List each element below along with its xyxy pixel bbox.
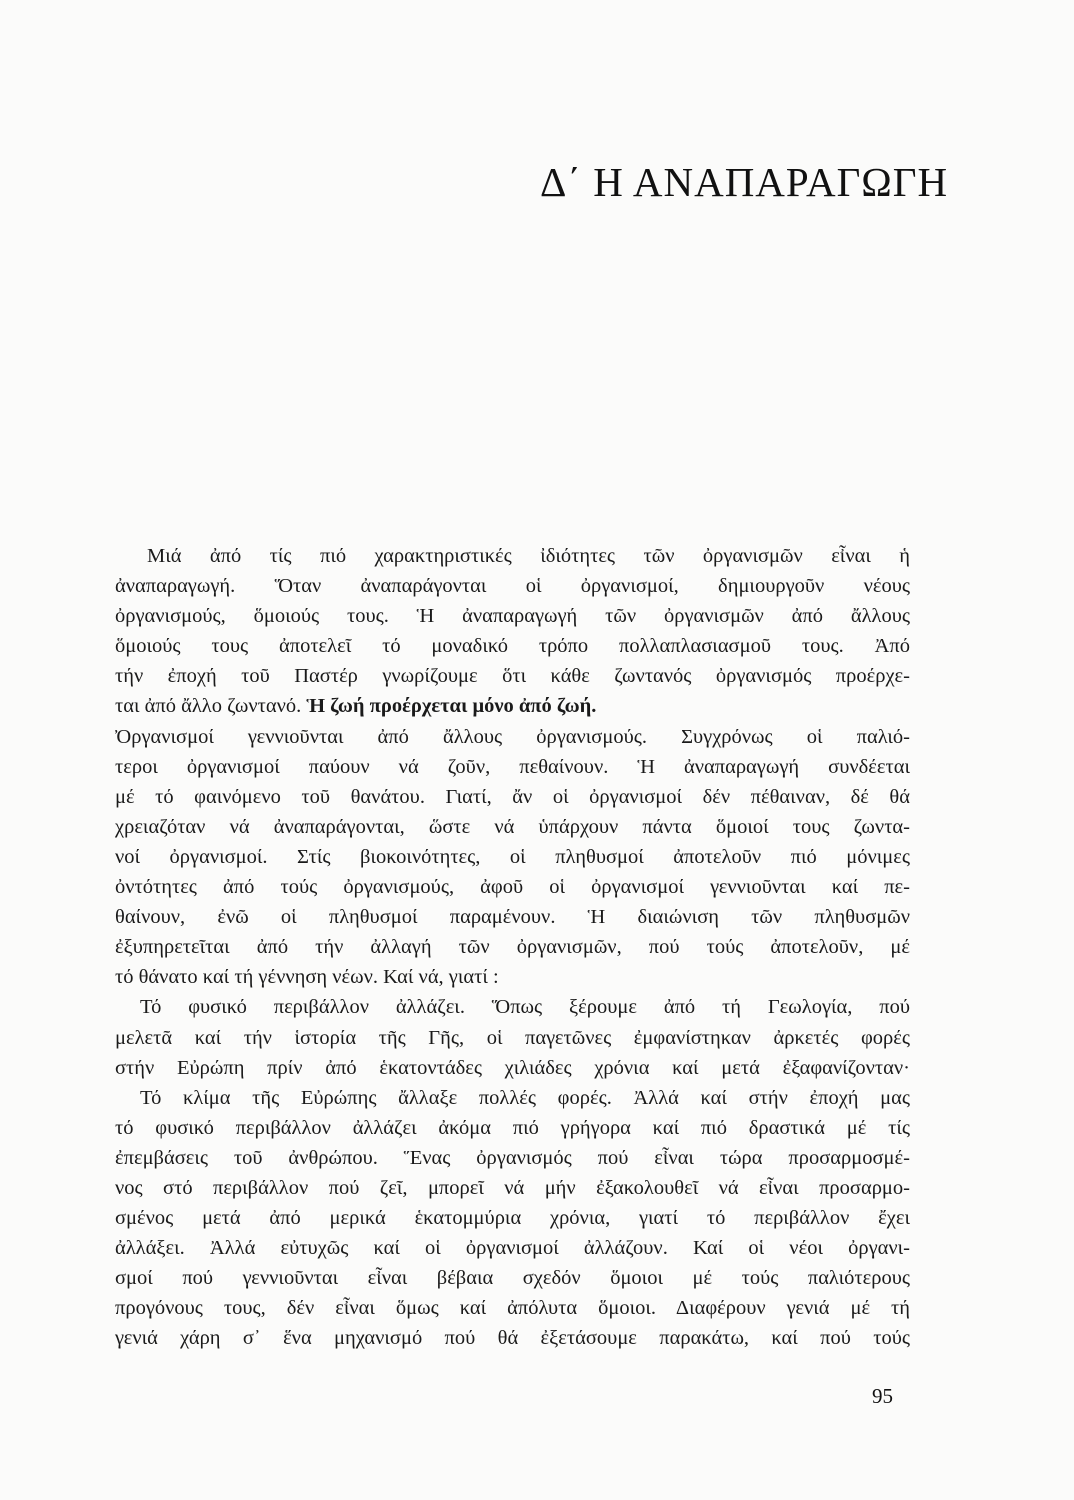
text-line-content (115, 1263, 910, 1293)
text-line-content (115, 691, 910, 721)
line-text: θαίνουν, ἐνῶ οἱ πληθυσμοί παραμένουν. Ἡ διαιώνιση τῶν πληθυσμῶν (115, 906, 910, 929)
chapter-heading: Δ΄ Η ΑΝΑΠΑΡΑΓΩΓΗ (540, 159, 949, 205)
text-line (115, 1143, 910, 1173)
text-line (115, 992, 910, 1022)
line-text: στήν Εὐρώπη πρίν ἀπό ἑκατοντάδες χιλιάδες χρόνια καί μετά ἐξαφανίζονταν· (115, 1056, 910, 1079)
text-line-content (115, 812, 910, 842)
text-line-content (115, 1233, 910, 1263)
text-line (115, 1113, 910, 1143)
line-text: μέ τό φαινόμενο τοῦ θανάτου. Γιατί, ἄν οἱ ὀργανισμοί δέν πέθαιναν, δέ θά (115, 785, 910, 808)
line-text: γενιά χάρη σ᾽ ἕνα μηχανισμό πού θά ἐξετάσουμε παρακάτω, καί πού τούς (115, 1327, 910, 1350)
text-line-content (115, 1293, 910, 1323)
text-line (115, 1023, 910, 1053)
text-line (115, 1233, 910, 1263)
line-text: τήν ἐποχή τοῦ Παστέρ γνωρίζουμε ὅτι κάθε ζωντανός ὀργανισμός προέρχε- (115, 665, 910, 688)
text-line-content (115, 962, 910, 992)
text-line-content (115, 1053, 910, 1083)
text-line (115, 1083, 910, 1113)
text-line (115, 722, 910, 752)
text-line (115, 691, 910, 721)
text-line-content (115, 601, 910, 631)
text-line (115, 631, 910, 661)
text-line (115, 1053, 910, 1083)
bold-emphasis: Ἡ ζωή προέρχεται μόνο ἀπό ζωή. (306, 695, 597, 718)
text-line-content (115, 1143, 910, 1173)
text-line (115, 872, 910, 902)
text-line-content (115, 571, 910, 601)
text-line (115, 782, 910, 812)
line-text: Τό κλίμα τῆς Εὐρώπης ἄλλαξε πολλές φορές. Ἀλλά καί στήν ἐποχή μας (140, 1086, 910, 1109)
text-line (115, 661, 910, 691)
text-line-content (115, 782, 910, 812)
text-line (115, 1323, 910, 1353)
text-line (115, 812, 910, 842)
text-line-content (115, 932, 910, 962)
line-text: Ὀργανισμοί γεννιοῦνται ἀπό ἄλλους ὀργανισμούς. Συγχρόνως οἱ παλιό- (115, 725, 910, 748)
text-line-content (115, 1113, 910, 1143)
text-line (115, 1293, 910, 1323)
line-text: μελετᾶ καί τήν ἱστορία τῆς Γῆς, οἱ παγετῶνες ἐμφανίστηκαν ἀρκετές φορές (115, 1026, 910, 1049)
line-text: Μιά ἀπό τίς πιό χαρακτηριστικές ἰδιότητες τῶν ὀργανισμῶν εἶναι ἡ (147, 545, 910, 567)
line-text: ται ἀπό ἄλλο ζωντανό. (115, 695, 307, 718)
body-text (115, 541, 910, 1354)
text-line-content (115, 902, 910, 932)
line-text: Τό φυσικό περιβάλλον ἀλλάζει. Ὅπως ξέρουμε ἀπό τή Γεωλογία, πού (140, 996, 910, 1019)
text-line (115, 1203, 910, 1233)
line-text: σμοί πού γεννιοῦνται εἶναι βέβαια σχεδόν ὅμοιοι μέ τούς παλιότερους (115, 1267, 910, 1290)
line-text: ὅμοιούς τους ἀποτελεῖ τό μοναδικό τρόπο πολλαπλασιασμοῦ τους. Ἀπό (115, 635, 910, 658)
line-text: νοί ὀργανισμοί. Στίς βιοκοινότητες, οἱ πληθυσμοί ἀποτελοῦν πιό μόνιμες (115, 845, 910, 868)
text-line (115, 752, 910, 782)
line-text: τό φυσικό περιβάλλον ἀλλάζει ἀκόμα πιό γρήγορα καί πιό δραστικά μέ τίς (115, 1116, 910, 1139)
text-line-content (140, 1083, 910, 1113)
line-text: ἀναπαραγωγή. Ὅταν ἀναπαράγονται οἱ ὀργανισμοί, δημιουργοῦν νέους (115, 575, 910, 598)
text-line-content (115, 872, 910, 902)
page-number: 95 (872, 1384, 893, 1408)
text-line-content (115, 722, 910, 752)
text-line (115, 1173, 910, 1203)
text-line (115, 1263, 910, 1293)
line-text: ἐξυπηρετεῖται ἀπό τήν ἀλλαγή τῶν ὀργανισμῶν, πού τούς ἀποτελοῦν, μέ (115, 936, 910, 959)
text-line (115, 842, 910, 872)
text-line (115, 571, 910, 601)
text-line-content (140, 992, 910, 1022)
line-text: ἐπεμβάσεις τοῦ ἀνθρώπου. Ἕνας ὀργανισμός πού εἶναι τώρα προσαρμοσμέ- (115, 1146, 910, 1169)
line-text: σμένος μετά ἀπό μερικά ἑκατομμύρια χρόνια, γιατί τό περιβάλλον ἔχει (115, 1207, 910, 1230)
line-text: προγόνους τους, δέν εἶναι ὅμως καί ἀπόλυτα ὅμοιοι. Διαφέρουν γενιά μέ τή (115, 1297, 910, 1320)
line-text: τό θάνατο καί τή γέννηση νέων. Καί νά, γιατί : (115, 966, 499, 989)
text-line-content (115, 1173, 910, 1203)
text-line (115, 932, 910, 962)
text-line-content (115, 631, 910, 661)
text-line-content (115, 842, 910, 872)
line-text: ὀργανισμούς, ὅμοιούς τους. Ἡ ἀναπαραγωγή τῶν ὀργανισμῶν ἀπό ἄλλους (115, 605, 910, 628)
text-line-content (115, 1203, 910, 1233)
text-line (115, 541, 910, 571)
text-line (115, 902, 910, 932)
text-line-content (115, 752, 910, 782)
line-text: χρειαζόταν νά ἀναπαράγονται, ὥστε νά ὑπάρχουν πάντα ὅμοιοί τους ζωντα- (115, 815, 910, 838)
line-text: ἀλλάξει. Ἀλλά εὐτυχῶς καί οἱ ὀργανισμοί ἀλλάζουν. Καί οἱ νέοι ὀργανι- (115, 1237, 910, 1260)
line-text: νος στό περιβάλλον πού ζεῖ, μπορεῖ νά μήν ἐξακολουθεῖ νά εἶναι προσαρμο- (115, 1176, 910, 1199)
line-text: τεροι ὀργανισμοί παύουν νά ζοῦν, πεθαίνουν. Ἡ ἀναπαραγωγή συνδέεται (115, 755, 910, 778)
line-text: ὀντότητες ἀπό τούς ὀργανισμούς, ἀφοῦ οἱ ὀργανισμοί γεννιοῦνται καί πε- (115, 876, 910, 899)
text-line-content (115, 661, 910, 691)
text-line (115, 962, 910, 992)
text-line (115, 601, 910, 631)
text-line-content (147, 541, 910, 571)
text-line-content (115, 1023, 910, 1053)
text-line-content (115, 1323, 910, 1353)
